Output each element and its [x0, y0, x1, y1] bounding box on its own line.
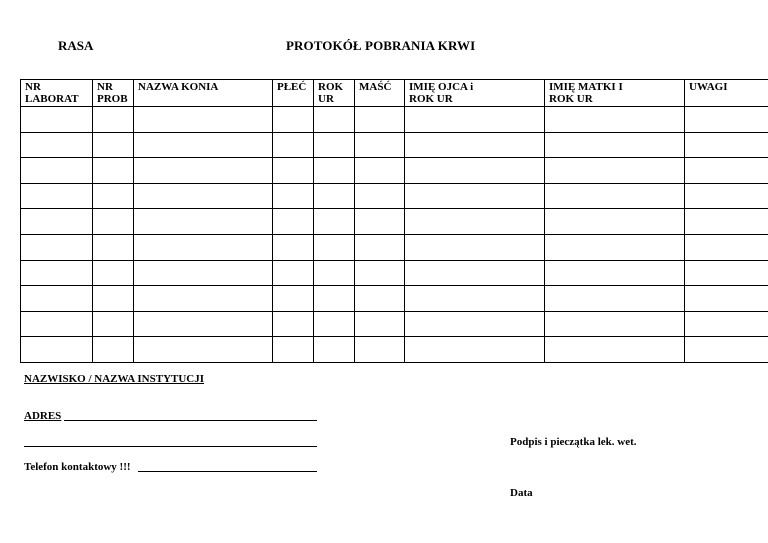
- table-cell[interactable]: [355, 311, 405, 337]
- table-cell[interactable]: [314, 158, 355, 184]
- table-cell[interactable]: [273, 158, 314, 184]
- table-cell[interactable]: [545, 132, 685, 158]
- table-cell[interactable]: [355, 132, 405, 158]
- table-cell[interactable]: [545, 107, 685, 133]
- table-row: [21, 158, 768, 184]
- table-row: [21, 337, 768, 363]
- table-cell[interactable]: [21, 107, 93, 133]
- table-cell[interactable]: [545, 260, 685, 286]
- table-cell[interactable]: [405, 260, 545, 286]
- date-label: Data: [510, 487, 533, 499]
- table-cell[interactable]: [685, 107, 768, 133]
- table-cell[interactable]: [21, 337, 93, 363]
- table-cell[interactable]: [355, 234, 405, 260]
- table-row: [21, 183, 768, 209]
- table-cell[interactable]: [545, 234, 685, 260]
- col-header-remarks: UWAGI: [685, 80, 768, 107]
- table-cell[interactable]: [355, 209, 405, 235]
- table-row: [21, 234, 768, 260]
- table-cell[interactable]: [314, 260, 355, 286]
- table-cell[interactable]: [93, 183, 134, 209]
- table-cell[interactable]: [93, 337, 134, 363]
- table-cell[interactable]: [21, 260, 93, 286]
- col-header-birth-year: ROK UR: [314, 80, 355, 107]
- table-cell[interactable]: [405, 209, 545, 235]
- table-row: [21, 260, 768, 286]
- table-cell[interactable]: [685, 311, 768, 337]
- phone-label: Telefon kontaktowy !!!: [24, 461, 131, 473]
- table-cell[interactable]: [273, 311, 314, 337]
- table-cell[interactable]: [273, 234, 314, 260]
- table-cell[interactable]: [21, 183, 93, 209]
- col-header-sex: PŁEĆ: [273, 80, 314, 107]
- table-cell[interactable]: [134, 107, 273, 133]
- table-cell[interactable]: [21, 158, 93, 184]
- table-cell[interactable]: [545, 337, 685, 363]
- table-cell[interactable]: [314, 107, 355, 133]
- table-cell[interactable]: [405, 132, 545, 158]
- col-header-lab-number: NR LABORAT: [21, 80, 93, 107]
- table-row: [21, 132, 768, 158]
- col-header-dam: IMIĘ MATKI I ROK UR: [545, 80, 685, 107]
- table-cell[interactable]: [273, 209, 314, 235]
- table-cell[interactable]: [273, 286, 314, 312]
- table-cell[interactable]: [355, 337, 405, 363]
- address-line-2[interactable]: [24, 446, 317, 447]
- table-cell[interactable]: [405, 183, 545, 209]
- table-cell[interactable]: [314, 337, 355, 363]
- table-cell[interactable]: [685, 183, 768, 209]
- table-cell[interactable]: [545, 158, 685, 184]
- table-cell[interactable]: [314, 286, 355, 312]
- table-cell[interactable]: [93, 107, 134, 133]
- table-cell[interactable]: [314, 234, 355, 260]
- table-cell[interactable]: [685, 286, 768, 312]
- table-cell[interactable]: [405, 158, 545, 184]
- table-cell[interactable]: [93, 260, 134, 286]
- table-cell[interactable]: [134, 183, 273, 209]
- table-cell[interactable]: [93, 209, 134, 235]
- address-label: ADRES: [24, 410, 62, 422]
- table-cell[interactable]: [134, 311, 273, 337]
- table-cell[interactable]: [314, 311, 355, 337]
- table-cell[interactable]: [134, 337, 273, 363]
- table-cell[interactable]: [685, 209, 768, 235]
- table-cell[interactable]: [93, 311, 134, 337]
- table-cell[interactable]: [273, 107, 314, 133]
- signature-label: Podpis i pieczątka lek. wet.: [510, 436, 637, 448]
- col-header-sample-number: NR PROB: [93, 80, 134, 107]
- table-cell[interactable]: [685, 234, 768, 260]
- table-cell[interactable]: [545, 286, 685, 312]
- table-cell[interactable]: [405, 234, 545, 260]
- table-cell[interactable]: [355, 260, 405, 286]
- table-cell[interactable]: [545, 209, 685, 235]
- table-cell[interactable]: [405, 107, 545, 133]
- table-cell[interactable]: [685, 158, 768, 184]
- table-cell[interactable]: [314, 132, 355, 158]
- table-cell[interactable]: [93, 234, 134, 260]
- table-cell[interactable]: [93, 132, 134, 158]
- table-cell[interactable]: [134, 260, 273, 286]
- table-cell[interactable]: [355, 286, 405, 312]
- table-row: [21, 209, 768, 235]
- table-cell[interactable]: [134, 209, 273, 235]
- table-row: [21, 107, 768, 133]
- table-cell[interactable]: [21, 311, 93, 337]
- table-row: [21, 311, 768, 337]
- table-cell[interactable]: [134, 158, 273, 184]
- table-row: [21, 286, 768, 312]
- table-cell[interactable]: [545, 183, 685, 209]
- table-cell[interactable]: [273, 260, 314, 286]
- table-cell[interactable]: [21, 132, 93, 158]
- table-cell[interactable]: [314, 183, 355, 209]
- table-cell[interactable]: [405, 311, 545, 337]
- breed-label: RASA: [58, 38, 94, 53]
- table-cell[interactable]: [405, 337, 545, 363]
- table-cell[interactable]: [685, 132, 768, 158]
- table-cell[interactable]: [355, 183, 405, 209]
- table-cell[interactable]: [273, 183, 314, 209]
- table-cell[interactable]: [314, 209, 355, 235]
- page-title: PROTOKÓŁ POBRANIA KRWI: [286, 38, 476, 53]
- table-cell[interactable]: [93, 286, 134, 312]
- table-header-row: [21, 80, 768, 107]
- table-cell[interactable]: [134, 234, 273, 260]
- table-cell[interactable]: [273, 337, 314, 363]
- blood-sampling-table: [20, 79, 768, 363]
- table-cell[interactable]: [21, 209, 93, 235]
- col-header-horse-name: NAZWA KONIA: [134, 80, 273, 107]
- phone-line[interactable]: [138, 471, 317, 472]
- table-cell[interactable]: [685, 260, 768, 286]
- table-cell[interactable]: [21, 234, 93, 260]
- col-header-coat-color: MAŚĆ: [355, 80, 405, 107]
- table-cell[interactable]: [93, 158, 134, 184]
- table-cell[interactable]: [134, 286, 273, 312]
- col-header-sire: IMIĘ OJCA i ROK UR: [405, 80, 545, 107]
- table-cell[interactable]: [355, 107, 405, 133]
- table-cell[interactable]: [21, 286, 93, 312]
- table-cell[interactable]: [685, 337, 768, 363]
- table-cell[interactable]: [545, 311, 685, 337]
- address-line[interactable]: [64, 420, 317, 421]
- table-cell[interactable]: [273, 132, 314, 158]
- table-cell[interactable]: [134, 132, 273, 158]
- table-cell[interactable]: [355, 158, 405, 184]
- institution-label: NAZWISKO / NAZWA INSTYTUCJI: [24, 373, 205, 385]
- table-cell[interactable]: [405, 286, 545, 312]
